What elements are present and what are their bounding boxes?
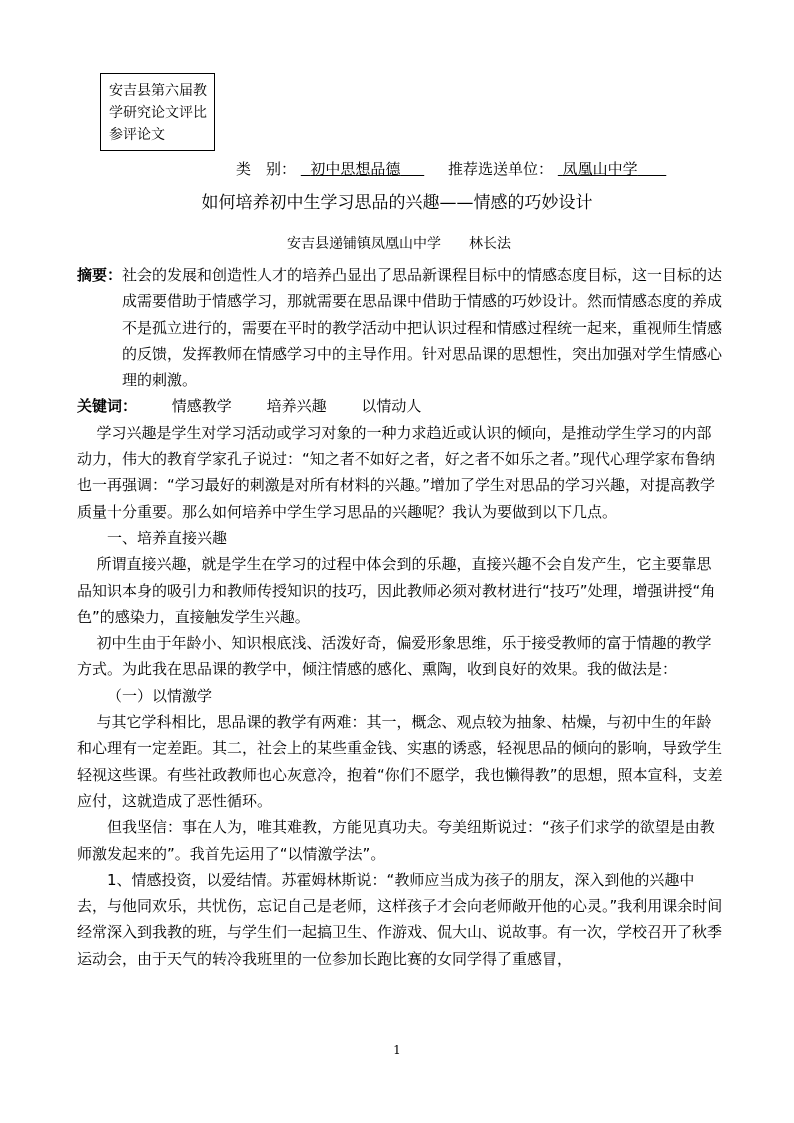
contest-label-line: 安吉县第六届教: [109, 83, 207, 99]
keywords-label: 关键词：: [77, 397, 138, 416]
paper-title: 如何培养初中生学习思品的兴趣——情感的巧妙设计: [201, 193, 593, 213]
paragraph: 初中生由于年龄小、知识根底浅、活泼好奇，偏爱形象思维，乐于接受教师的富于情趣的教学方式。为此我在思品课的教学中，倾注情感的感化、熏陶，收到良好的效果。我的做法是：: [77, 634, 712, 679]
author-line: 安吉县递铺镇凤凰山中学 林长法: [287, 236, 511, 252]
body-text: [77, 262, 723, 972]
abstract-text: 社会的发展和创造性人才的培养凸显出了思品新课程目标中的情感态度目标，这一目标的达成需要借助于情感学习，那就需要在思品课中借助于情感的巧妙设计。然而情感态度的养成不是孤立进行的，需要在平时的教学活动中把认识过程和情感过程统一起来，重视师生情感的反馈，发挥教师在情感学习中的主导作用。针对思品课的思想性，突出加强对学生情感心理的刺激。: [122, 266, 723, 390]
abstract: [77, 262, 723, 393]
paragraph: 但我坚信：事在人为，唯其难教，方能见真功夫。夸美纽斯说过：“孩子们求学的欲望是由教师激发起来的”。我首先运用了“以情激学法”。: [77, 818, 715, 863]
paragraph: 与其它学科相比，思品课的教学有两难：其一，概念、观点较为抽象、枯燥，与初中生的年龄和心理有一定差距。其二，社会上的某些重金钱、实惠的诱惑，轻视思品的倾向的影响，导致学生轻视这些课。有些社政教师也心灰意冷，抱着“你们不愿学，我也懒得教”的思想，照本宣科，支差应付，这就造成了恶性循环。: [77, 713, 723, 810]
keyword: 以情动人: [361, 397, 422, 416]
page-number: 1: [393, 1043, 401, 1057]
unit-value: 凤凰山中学: [562, 160, 638, 178]
keywords: [77, 393, 723, 419]
subsection-heading: （一）以情激学: [107, 686, 213, 705]
contest-label-line: 参评论文: [109, 127, 165, 143]
paragraph: 所谓直接兴趣，就是学生在学习的过程中体会到的乐趣，直接兴趣不会自发产生，它主要靠思品知识本身的吸引力和教师传授知识的技巧，因此教师必须对教材进行“技巧”处理，增强讲授“角色”的感染力，直接触发学生兴趣。: [77, 555, 716, 626]
contest-label-line: 学研究论文评比: [109, 105, 207, 121]
contest-label-box: [100, 73, 215, 151]
section-heading: 一、培养直接兴趣: [107, 528, 228, 547]
category-line: [236, 158, 666, 179]
paragraph: 1、情感投资，以爱结情。苏霍姆林斯说：“教师应当成为孩子的朋友，深入到他的兴趣中去，与他同欢乐，共忧伤，忘记自己是老师，这样孩子才会向老师敞开他的心灵。”我利用课余时间经常深入到我教的班，与学生们一起搞卫生、作游戏、侃大山、说故事。有一次，学校召开了秋季运动会，由于天气的转冷我班里的一位参加长跑比赛的女同学得了重感冒，: [77, 870, 723, 968]
unit-label: 推荐选送单位：: [448, 160, 554, 178]
category-label: 类 别：: [236, 160, 297, 178]
keyword: 培养兴趣: [266, 397, 327, 416]
category-value: 初中思想品德: [310, 160, 401, 178]
abstract-label: 摘要：: [77, 266, 123, 284]
keyword: 情感教学: [171, 397, 232, 416]
paragraph: 学习兴趣是学生对学习活动或学习对象的一种力求趋近或认识的倾向，是推动学生学习的内部动力，伟大的教育学家孔子说过：“知之者不如好之者，好之者不如乐之者。”现代心理学家布鲁纳也一再强调：“学习最好的刺激是对所有材料的兴趣。”增加了学生对思品的学习兴趣，对提高教学质量十分重要。那么如何培养中学生学习思品的兴趣呢？我认为要做到以下几点。: [77, 423, 716, 521]
